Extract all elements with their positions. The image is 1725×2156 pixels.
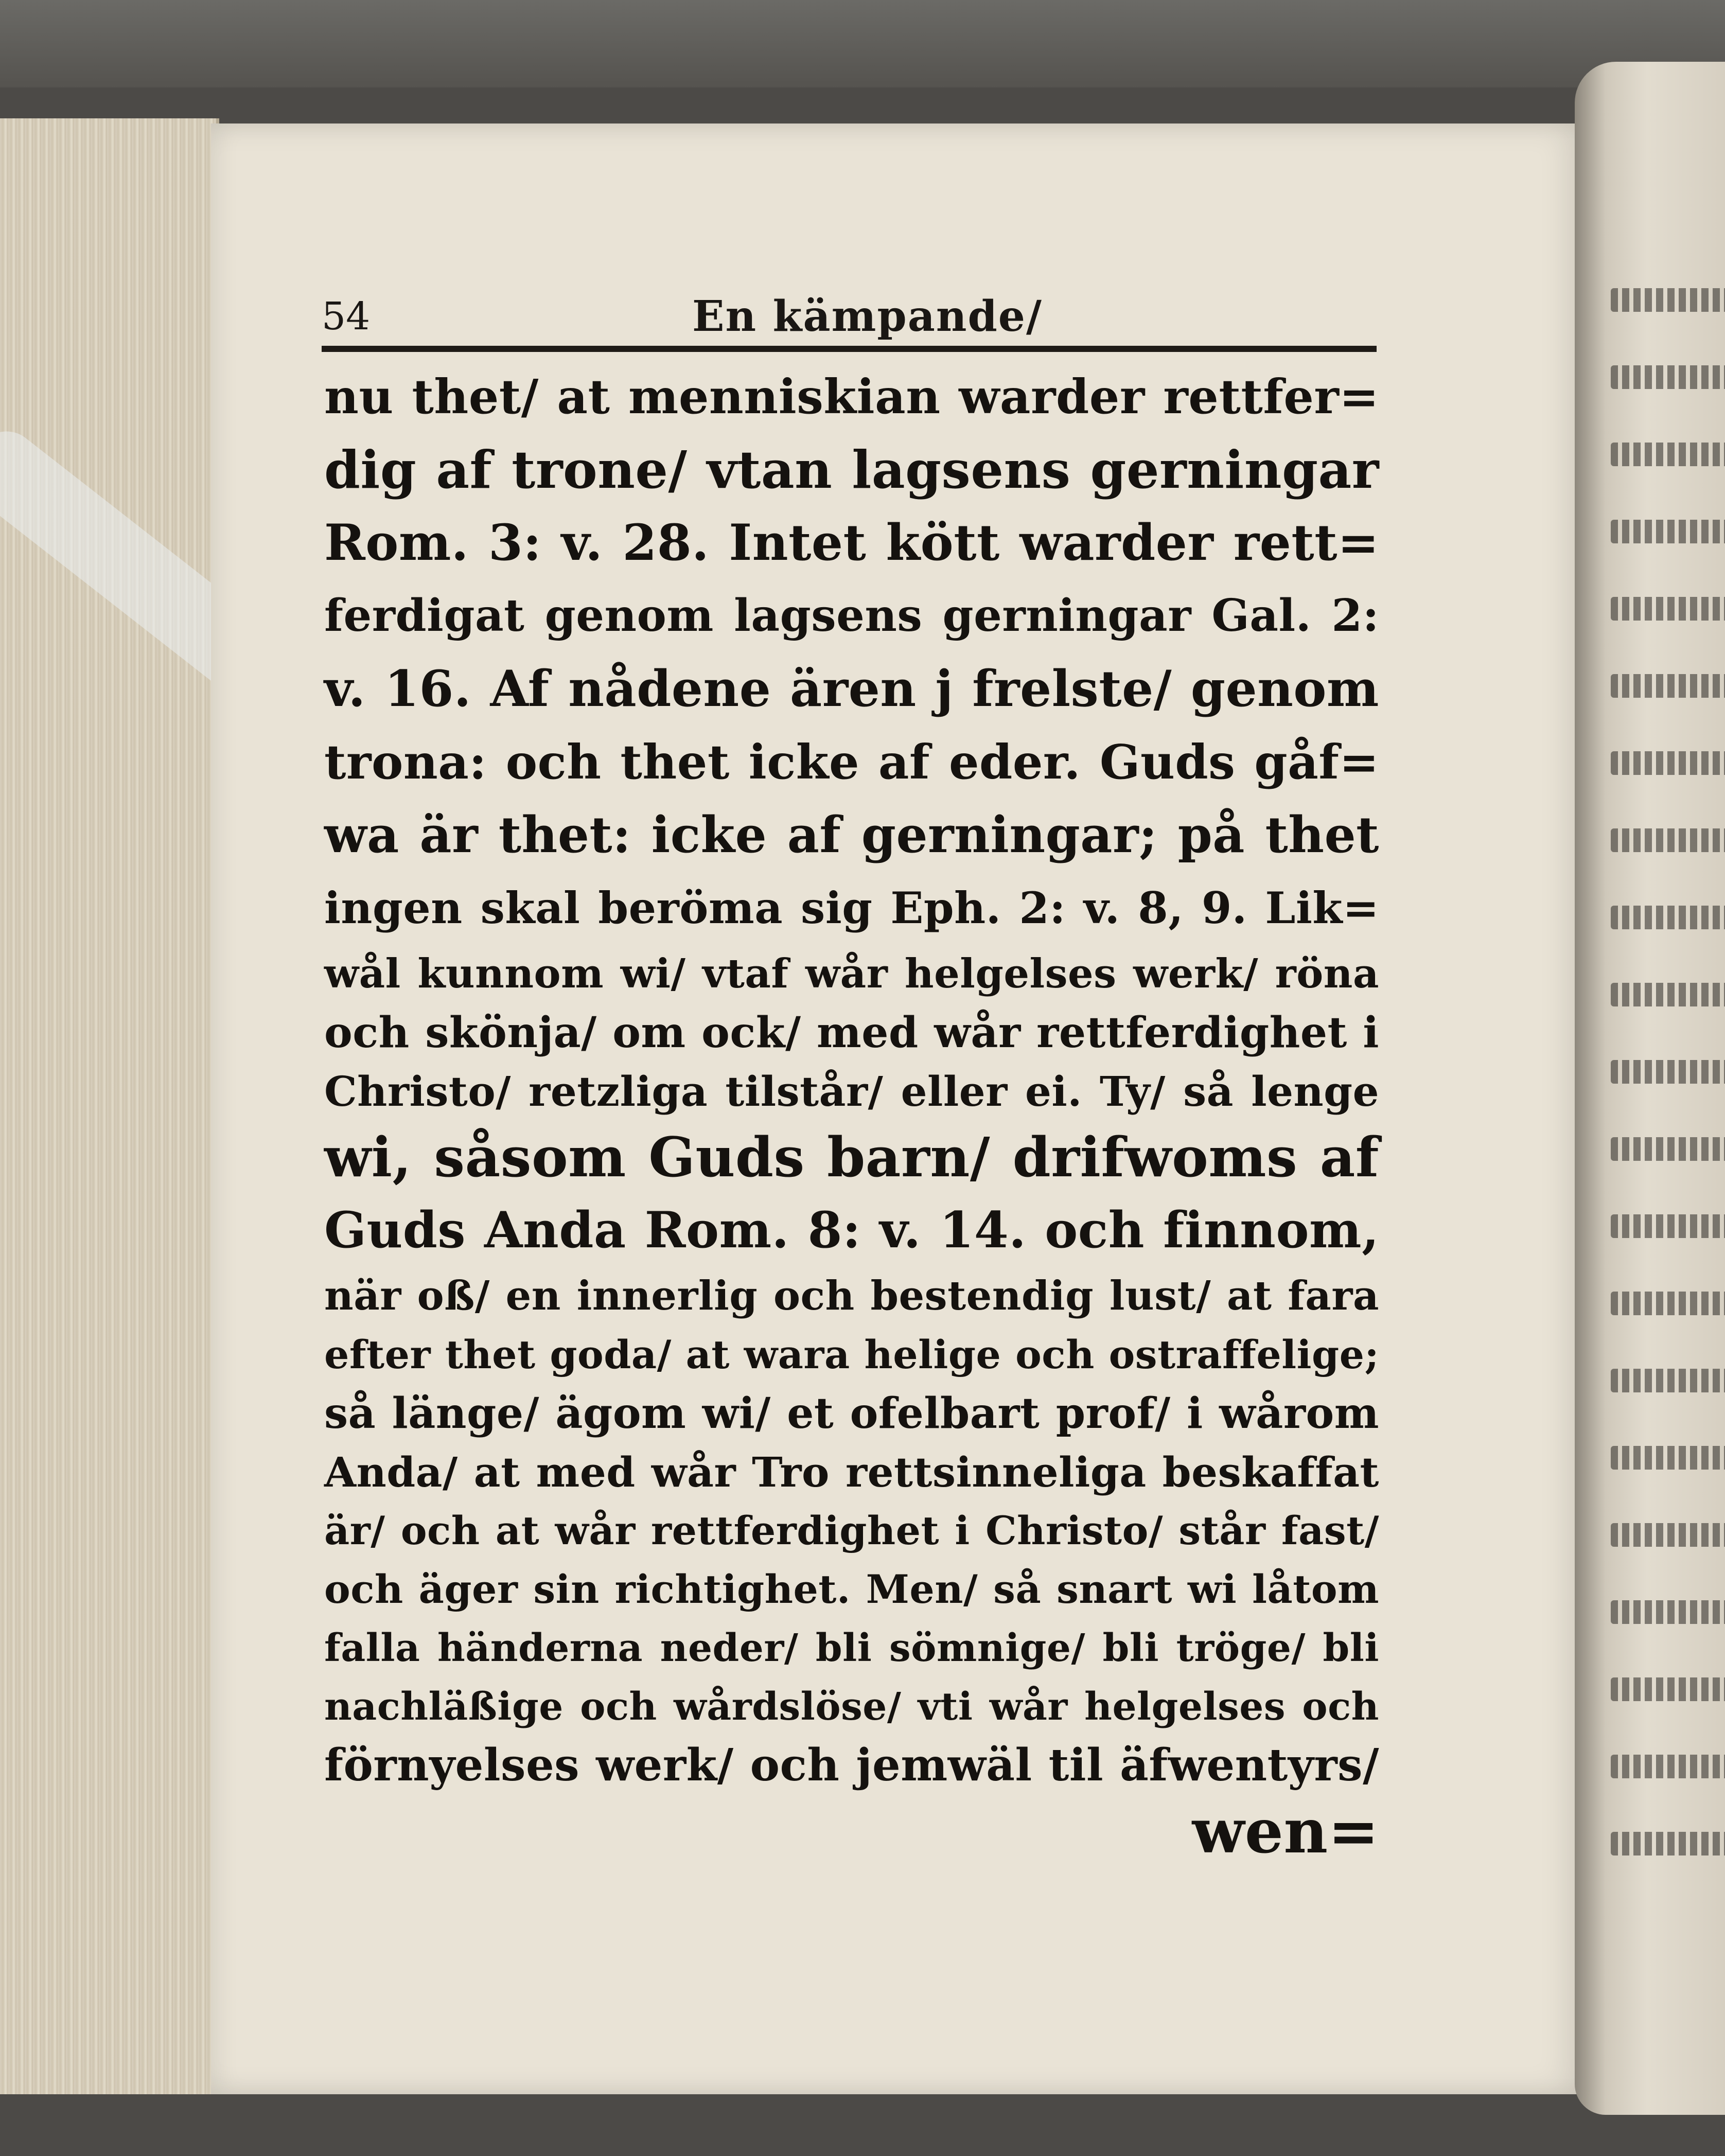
facing-text-line	[1611, 1446, 1725, 1470]
facing-text-line	[1611, 1137, 1725, 1161]
text-line: ferdigat genom lagsens gerningar Gal. 2:	[324, 590, 1379, 642]
text-line: wål kunnom wi/ vtaf wår helgelses werk/ röna	[324, 950, 1379, 997]
facing-text-line	[1611, 1600, 1725, 1624]
facing-text-line	[1611, 674, 1725, 698]
text-line: så länge/ ägom wi/ et ofelbart prof/ i wårom	[324, 1389, 1379, 1438]
text-line: och äger sin richtighet. Men/ så snart wi låtom	[324, 1566, 1379, 1612]
text-line: nachläßige och wårdslöse/ vti wår helgelses och	[324, 1685, 1379, 1729]
facing-text-line	[1611, 1755, 1725, 1778]
facing-text-line	[1611, 983, 1725, 1006]
facing-text-line	[1611, 906, 1725, 929]
text-line: trona: och thet icke af eder. Guds gåf=	[324, 734, 1379, 790]
text-line: och skönja/ om ock/ med wår rettferdighet i	[324, 1008, 1379, 1057]
facing-page-edge	[1575, 62, 1725, 2115]
facing-text-line	[1611, 288, 1725, 312]
page-number: 54	[322, 294, 371, 339]
running-header	[322, 288, 1377, 345]
text-line: wi, såsom Guds barn/ drifwoms af	[324, 1125, 1379, 1189]
text-line: är/ och at wår rettferdighet i Christo/ står fast/	[324, 1508, 1379, 1553]
facing-text-line	[1611, 751, 1725, 775]
facing-text-line	[1611, 1523, 1725, 1547]
book-page-edges	[0, 118, 219, 2094]
catchword: wen=	[1192, 1795, 1379, 1867]
backdrop	[0, 0, 1725, 87]
facing-text-line	[1611, 1060, 1725, 1084]
text-line: nu thet/ at menniskian warder rettfer=	[324, 369, 1379, 425]
text-line: wa är thet: icke af gerningar; på thet	[324, 806, 1379, 864]
facing-text-line	[1611, 828, 1725, 852]
text-line: v. 16. Af nådene ären j frelste/ genom	[324, 660, 1379, 718]
running-title: En kämpande/	[692, 292, 1043, 341]
facing-text-line	[1611, 1214, 1725, 1238]
header-rule	[322, 346, 1377, 352]
text-line: när oß/ en innerlig och bestendig lust/ at fara	[324, 1273, 1379, 1319]
facing-text-line	[1611, 365, 1725, 389]
facing-text-line	[1611, 1677, 1725, 1701]
facing-text-line	[1611, 443, 1725, 466]
text-line: ingen skal beröma sig Eph. 2: v. 8, 9. Lik=	[324, 882, 1379, 933]
facing-text-line	[1611, 1369, 1725, 1392]
text-line: Christo/ retzliga tilstår/ eller ei. Ty/ så lenge	[324, 1067, 1379, 1116]
body-text	[324, 360, 1379, 1868]
facing-text-line	[1611, 1292, 1725, 1315]
text-line: dig af trone/ vtan lagsens gerningar	[324, 439, 1379, 500]
text-line: falla händerna neder/ bli sömnige/ bli tröge/ bli	[324, 1626, 1379, 1670]
facing-text-line	[1611, 597, 1725, 621]
text-line: förnyelses werk/ och jemwäl til äfwentyrs/	[324, 1739, 1379, 1791]
facing-text-line	[1611, 520, 1725, 543]
text-line: Anda/ at med wår Tro rettsinneliga beskaffat	[324, 1448, 1379, 1496]
facing-text-line	[1611, 1832, 1725, 1855]
text-line: Rom. 3: v. 28. Intet kött warder rett=	[324, 514, 1379, 572]
text-line: Guds Anda Rom. 8: v. 14. och finnom,	[324, 1201, 1379, 1259]
text-line: efter thet goda/ at wara helige och ostraffelige;	[324, 1332, 1379, 1377]
